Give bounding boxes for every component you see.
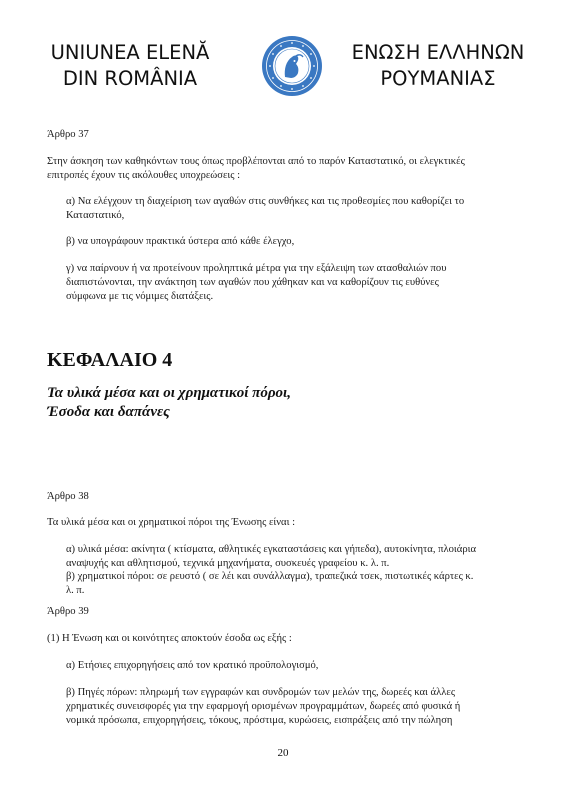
chapter-subtitle-line2: Έσοδα και δαπάνες — [47, 404, 170, 420]
article-37-item-a-line1: α) Να ελέγχουν τη διαχείριση των αγαθών στις συνθήκες και τις προθεσμίες που καθορίζει το — [66, 196, 465, 207]
article-38-item-b-line1: β) χρηματικοί πόροι: σε ρευστό ( σε λέι και συνάλλαγμα), τραπεζικά τσεκ, πιστωτικές κάρτες κ. — [66, 571, 474, 582]
header-right — [348, 40, 528, 92]
page-number: 20 — [277, 747, 289, 759]
article-39-title: Άρθρο 39 — [47, 606, 89, 617]
article-37-item-b: β) να υπογράφουν πρακτικά ύστερα από κάθε έλεγχο, — [66, 236, 295, 247]
article-37-item-c-line1: γ) να παίρνουν ή να προτείνουν προληπτικά μέτρα για την εξάλειψη των ατασθαλιών που — [66, 263, 447, 274]
article-37-item-a-line2: Καταστατικό, — [66, 210, 125, 221]
article-38-intro: Τα υλικά μέσα και οι χρηματικοί πόροι της Ένωσης είναι : — [47, 517, 296, 528]
article-38-item-b — [66, 570, 518, 598]
article-37-title: Άρθρο 37 — [47, 129, 89, 140]
header-right-line2: ΡΟΥΜΑΝΙΑΣ — [380, 67, 496, 90]
article-39-item-b-line3: νομικά πρόσωπα, επιχορηγήσεις, τόκους, πρόστιμα, κυρώσεις, εισπράξεις από την πώληση — [66, 715, 453, 726]
header-left — [40, 40, 220, 92]
article-38-item-a — [66, 543, 518, 571]
article-38-item-b-line2: λ. π. — [66, 585, 85, 596]
article-39-item-b — [66, 686, 518, 728]
article-37-item-c-line3: σύμφωνα με τις νόμιμες διατάξεις. — [66, 291, 214, 302]
article-37-intro-line1: Στην άσκηση των καθηκόντων τους όπως προβλέπονται από το παρόν Καταστατικό, οι ελεγκτικές — [47, 156, 465, 167]
article-39-item-b-line1: β) Πηγές πόρων: πληρωμή των εγγραφών και συνδρομών των μελών της, δωρεές και άλλες — [66, 687, 456, 698]
chapter-subtitle-line1: Τα υλικά μέσα και οι χρηματικοί πόροι, — [47, 385, 291, 401]
article-38-title: Άρθρο 38 — [47, 491, 89, 502]
header-right-line1: ΕΝΩΣΗ ΕΛΛΗΝΩΝ — [351, 41, 525, 64]
article-37-item-c — [66, 262, 518, 304]
article-38-item-a-line1: α) υλικά μέσα: ακίνητα ( κτίσματα, αθλητικές εγκαταστάσεις και γήπεδα), αυτοκίνητα, πλοιάρια — [66, 544, 477, 555]
article-38-item-a-line2: αναψυχής και αθλητισμού, τεχνικά μηχανήματα, συσκευές γραφείου κ. λ. π. — [66, 558, 390, 569]
union-emblem-icon — [261, 35, 323, 97]
article-37-item-a — [66, 195, 518, 223]
chapter-subtitle — [47, 384, 291, 422]
article-39-intro: (1) Η Ένωση και οι κοινότητες αποκτούν έσοδα ως εξής : — [47, 633, 292, 644]
article-37-intro-line2: επιτροπές έχουν τις ακόλουθες υποχρεώσεις : — [47, 170, 241, 181]
header-left-line2: DIN ROMÂNIA — [62, 67, 198, 90]
article-37-intro — [47, 155, 518, 183]
header-left-line1: UNIUNEA ELENĂ — [50, 41, 210, 64]
article-39-item-b-line2: χρηματικές συνεισφορές για την εφαρμογή ορισμένων προγραμμάτων, δωρεές από φυσικά ή — [66, 701, 461, 712]
article-37-item-c-line2: διαπιστώνονται, την ανάκτηση των αγαθών που χάθηκαν και να καθορίζουν τις ευθύνες — [66, 277, 439, 288]
article-39-item-a: α) Ετήσιες επιχορηγήσεις από τον κρατικό προϋπολογισμό, — [66, 660, 319, 671]
chapter-title: ΚΕΦΑΛΑΙΟ 4 — [47, 349, 173, 371]
